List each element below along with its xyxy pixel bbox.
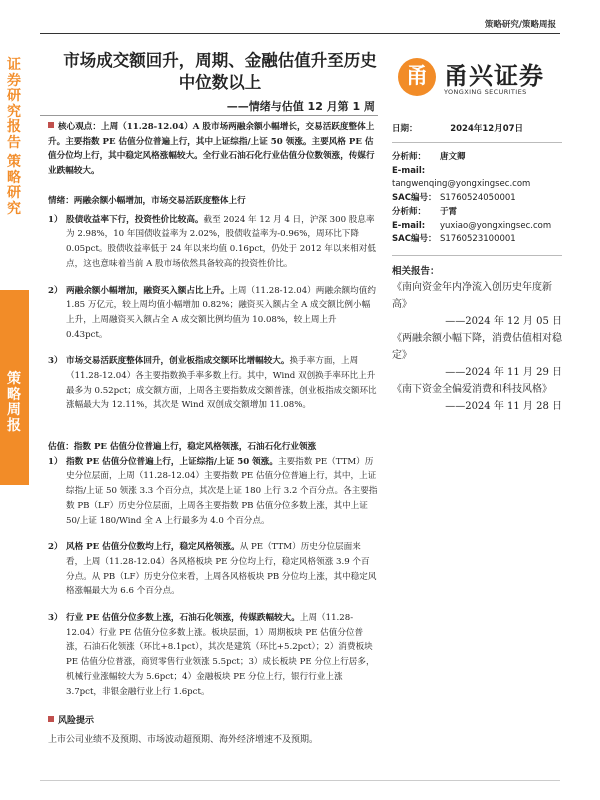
- analyst-name-label: 分析师：: [392, 207, 427, 217]
- date-value: 2024年12月07日: [450, 124, 524, 134]
- item-lead: 市场交易活跃度整体回升，创业板指成交额环比增幅较大。: [66, 356, 290, 367]
- analyst-sac-label: SAC编号：: [392, 192, 437, 203]
- page-title: 市场成交额回升，周期、金融估值升至历史中位数以上: [63, 51, 377, 92]
- item-lead: 行业 PE 估值分位多数上涨，石油石化领涨，传媒跌幅较大。: [66, 613, 300, 624]
- item-text: 上周（11.28-12.04）两融余额均值约 1.85 万亿元，较上周均值小幅增加 0.82%；融资买入额占全 A 成交额比例小幅上升，上周融资买入额占全 A 成交额比例均值为 10.08%，较上周上升 0.43pct。: [66, 285, 376, 340]
- analyst-email[interactable]: tangwenqing@yongxingsec.com: [392, 179, 531, 189]
- section-heading-sentiment: 情绪：两融余额小幅增加，市场交易活跃度整体上行: [48, 196, 246, 206]
- logo-name-cn: 甬兴证券: [444, 62, 544, 90]
- analyst-sac-label: SAC编号：: [392, 234, 437, 244]
- title-divider: [40, 115, 378, 116]
- footer-divider: [40, 780, 560, 781]
- related-report-date: ——2024 年 11 月 29 日: [445, 366, 562, 378]
- logo-name-en: YONGXING SECURITIES: [444, 88, 527, 96]
- item-text: 上周（11.28-12.04）行业 PE 估值分位多数上涨。板块层面，1）周期板块 PE 估值分位普涨，石油石化领涨（环比+8.1pct），其次是建筑（环比+5.2pct）；2）消费板块 PE 估值分位普涨，商贸零售行业领涨 5.5pct；3）成长板块 PE 分位上行居多，机械行业涨幅较大为 5.6pct；4）金融板块 PE 分位上行，银行行业上涨 3.7pct，非银金融行业上行 1.6pct。: [66, 613, 375, 697]
- bullet-square-icon: [48, 122, 54, 128]
- item-number: 3）: [48, 356, 63, 367]
- risk-heading-text: 风险提示: [58, 716, 95, 726]
- related-report-date: ——2024 年 11 月 28 日: [445, 400, 562, 412]
- company-logo: [398, 56, 558, 104]
- summary-lead: 核心观点：: [58, 122, 101, 132]
- list-item: [48, 354, 378, 413]
- risk-heading: [48, 713, 94, 726]
- analyst-email-label: E-mail:: [392, 165, 426, 176]
- right-divider: [392, 142, 562, 143]
- section-sentiment: [48, 194, 378, 413]
- analyst-card: [392, 206, 562, 247]
- item-text: 主要指数 PE（TTM）历史分位层面，上周（11.28-12.04）主要指数 PE 估值分位普遍上行，其中，上证综指/上证 50 领涨 3.3 个百分点，其次是上证 180 上行 3.2 个百分点。各主要指数 PB（LF）历史分位层面，上周各主要指数 PB 估值分位多数上涨，其中上证 50/上证 180/Wind 全 A 上行最多为 4.0 个百分点。: [66, 456, 378, 526]
- list-item: [48, 455, 378, 529]
- related-report-title[interactable]: 《两融余额小幅下降，消费估值相对稳定》: [392, 332, 562, 361]
- analyst-name: 于霄: [440, 207, 458, 217]
- header-divider: [40, 33, 560, 34]
- analyst-email-label: E-mail:: [392, 220, 426, 231]
- related-report-title[interactable]: 《南下资金全偏爱消费和科技风格》: [392, 383, 552, 395]
- related-reports: [392, 265, 562, 415]
- analyst-name: 唐文卿: [440, 152, 466, 162]
- item-number: 3）: [48, 613, 63, 624]
- report-date: [392, 123, 562, 137]
- date-label: 日期：: [392, 124, 418, 134]
- item-lead: 股债收益率下行，投资性价比较高。: [66, 214, 204, 225]
- item-text: 截至 2024 年 12 月 4 日，沪深 300 股息率为 2.98%，10 年国债收益率为 2.02%，股债收益率为-0.96%，周环比下降 0.05pct。股债收益率低于 24 年以来均值 0.16pct，仍处于 2012 年以来相对低点，这也意味着当前 A 股市场依然具备较高的投资性价比。: [66, 214, 376, 269]
- bullet-square-icon: [48, 716, 54, 722]
- header-category: 策略研究/策略周报: [484, 20, 556, 30]
- list-item: [48, 213, 378, 272]
- risk-text: 上市公司业绩不及预期、市场波动超预期、海外经济增速不及预期。: [48, 735, 319, 745]
- item-text: 换手率方面，上周（11.28-12.04）各主要指数换手率多数上行。其中，Wind 双创换手率环比上升最多为 0.52pct；成交额方面，上周各主要指数成交额普涨，创业板指成交额环比涨幅最大为 12.11%，其次是 Wind 双创成交额增加 11.08%。: [66, 356, 377, 411]
- page-subtitle: ——情绪与估值 12 月第 1 周: [226, 100, 375, 113]
- right-divider: [392, 255, 562, 256]
- analyst-sac: S1760523100001: [440, 234, 516, 244]
- related-report-title[interactable]: 《南向资金年内净流入创历史年度新高》: [392, 281, 552, 310]
- item-lead: 两融余额小幅增加，融资买入额占比上升。: [66, 285, 230, 296]
- item-number: 1）: [48, 456, 63, 467]
- analyst-name-label: 分析师：: [392, 152, 427, 162]
- list-item: [48, 284, 378, 343]
- item-text: 从 PE（TTM）历史分位层面来看，上周（11.28-12.04）各风格板块 PE 分位均上行，稳定风格领涨 3.9 个百分点。从 PB（LF）历史分位来看，上周各风格板块 PB 分位均上涨，其中稳定风格涨幅最大为 6.6 个百分点。: [66, 542, 377, 597]
- logo-glyph: 甬: [405, 64, 428, 89]
- sidebar-label-research: 策略研究: [7, 154, 21, 217]
- summary-text: 上周（11.28-12.04）A 股市场两融余额小幅增长，交易活跃度整体上升。主要指数 PE 估值分位普遍上行，其中上证综指/上证 50 领涨。主要风格 PE 估值分位均上行，其中稳定风格涨幅较大。全行业石油石化行业估值分位数领涨，传媒行业跌幅较大。: [48, 122, 375, 177]
- related-reports-heading: 相关报告：: [392, 266, 440, 277]
- sidebar-label-report: 证券研究报告: [7, 57, 21, 151]
- item-number: 2）: [48, 285, 63, 296]
- item-number: 2）: [48, 542, 63, 553]
- analyst-sac: S1760524050001: [440, 192, 516, 203]
- item-number: 1）: [48, 214, 63, 225]
- sidebar: [0, 0, 29, 800]
- sidebar-bottom: [0, 485, 29, 800]
- section-heading-valuation: 估值：指数 PE 估值分位普遍上行，稳定风格领涨，石油石化行业领涨: [48, 442, 317, 452]
- analyst-email[interactable]: yuxiao@yongxingsec.com: [440, 220, 552, 231]
- list-item: [48, 611, 378, 699]
- section-valuation: [48, 440, 378, 699]
- analyst-card: [392, 151, 562, 205]
- list-item: [48, 540, 378, 599]
- item-lead: 风格 PE 估值分位数均上行，稳定风格领涨。: [66, 542, 240, 553]
- related-report-date: ——2024 年 12 月 05 日: [445, 315, 562, 327]
- sidebar-label-weekly: 策略周报: [7, 371, 21, 434]
- summary-block: [48, 120, 378, 179]
- item-lead: 指数 PE 估值分位普遍上行，上证综指/上证 50 领涨。: [66, 456, 278, 467]
